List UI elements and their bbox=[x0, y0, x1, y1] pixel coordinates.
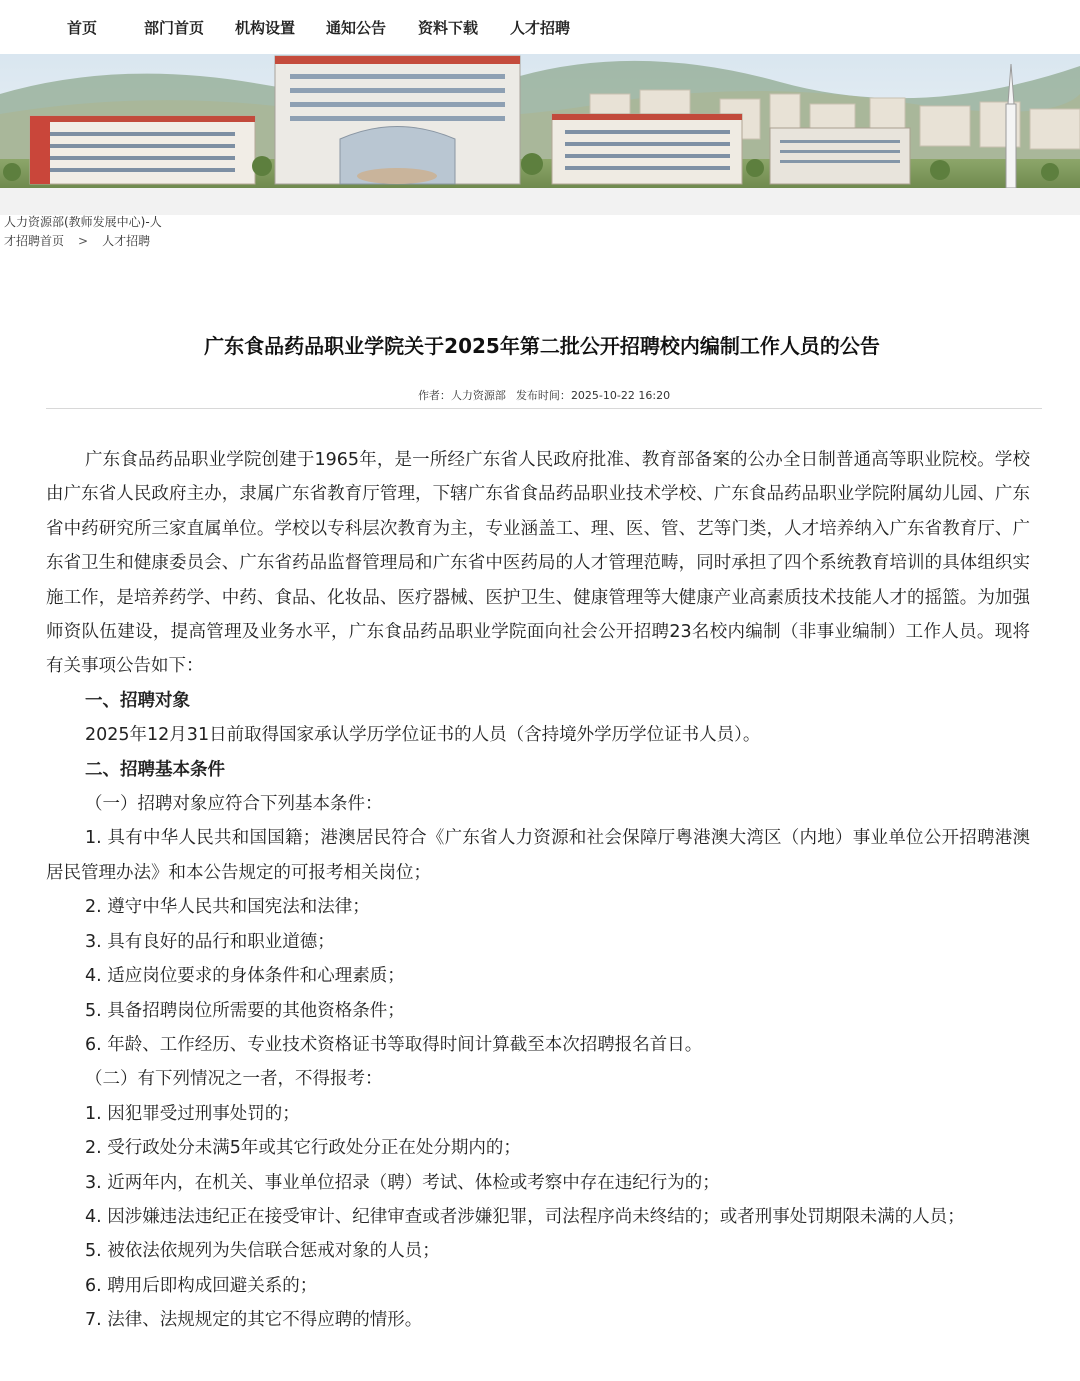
nav-item-organization[interactable]: 机构设置 bbox=[235, 19, 296, 37]
intro-paragraph: 广东食品药品职业学院创建于1965年，是一所经广东省人民政府批准、教育部备案的公办全日制普通高等职业院校。学校由广东省人民政府主办，隶属广东省教育厅管理，下辖广东省食品药品职业技术学校、广东食品药品职业学院附属幼儿园、广东省中药研究所三家直属单位。学校以专科层次教育为主，专业涵盖工、理、医、管、艺等门类，人才培养纳入广东省教育厅、广东省卫生和健康委员会、广东省药品监督管理局和广东省中医药局的人才管理范畴，同时承担了四个系统教育培训的具体组织实施工作，是培养药学、中药、食品、化妆品、医疗器械、医护卫生、健康管理等大健康产业高素质技术技能人才的摇篮。为加强师资队伍建设，提高管理及业务水平，广东食品药品职业学院面向社会公开招聘23名校内编制（非事业编制）工作人员。现将有关事项公告如下： bbox=[46, 450, 1030, 677]
section-heading-basic-conditions: 二、招聘基本条件 bbox=[85, 759, 225, 780]
section-text-recruitment-target: 2025年12月31日前取得国家承认学历学位证书的人员（含持境外学历学位证书人员）。 bbox=[85, 725, 761, 746]
date-value: 2025-10-22 16:20 bbox=[570, 389, 671, 402]
breadcrumb-separator: > bbox=[78, 234, 89, 248]
nav-item-home[interactable]: 首页 bbox=[67, 19, 98, 37]
breadcrumb-home-link[interactable]: 才招聘首页 bbox=[4, 234, 65, 248]
header-divider bbox=[46, 408, 1042, 409]
author-label: 作者： bbox=[417, 389, 451, 402]
nav-item-department-home[interactable]: 部门首页 bbox=[144, 19, 205, 37]
subsection-heading-disqualifications: （二）有下列情况之一者，不得报考： bbox=[85, 1069, 383, 1090]
nav-item-notices[interactable]: 通知公告 bbox=[326, 19, 387, 37]
breadcrumb bbox=[4, 232, 150, 249]
nav-item-downloads[interactable]: 资料下载 bbox=[418, 19, 479, 37]
banner-bottom-strip bbox=[0, 188, 1080, 215]
section-heading-recruitment-target: 一、招聘对象 bbox=[85, 690, 190, 711]
disqualification-item: 5. 被依法依规列为失信联合惩戒对象的人员； bbox=[85, 1241, 440, 1262]
top-navigation bbox=[0, 0, 1080, 54]
condition-item: 6. 年龄、工作经历、专业技术资格证书等取得时间计算截至本次招聘报名首日。 bbox=[85, 1034, 703, 1055]
disqualification-item: 2. 受行政处分未满5年或其它行政处分正在处分期内的； bbox=[85, 1138, 521, 1159]
disqualification-item: 1. 因犯罪受过刑事处罚的； bbox=[85, 1103, 300, 1124]
condition-item: 4. 适应岗位要求的身体条件和心理素质； bbox=[85, 966, 405, 987]
condition-item: 3. 具有良好的品行和职业道德； bbox=[85, 931, 335, 952]
article-body bbox=[46, 443, 1030, 1338]
condition-item: 5. 具备招聘岗位所需要的其他资格条件； bbox=[85, 1000, 405, 1021]
condition-item: 2. 遵守中华人民共和国宪法和法律； bbox=[85, 897, 370, 918]
article-meta bbox=[0, 387, 1080, 403]
disqualification-item: 6. 聘用后即构成回避关系的； bbox=[85, 1275, 318, 1296]
campus-banner-image bbox=[0, 54, 1080, 188]
nav-item-recruitment[interactable]: 人才招聘 bbox=[510, 19, 571, 37]
subsection-heading-basic-conditions: （一）招聘对象应符合下列基本条件： bbox=[85, 794, 383, 815]
disqualification-item: 4. 因涉嫌违法违纪正在接受审计、纪律审查或者涉嫌犯罪，司法程序尚未终结的；或者刑事处罚期限未满的人员； bbox=[85, 1206, 965, 1227]
author-value: 人力资源部 bbox=[450, 389, 506, 402]
disqualification-item: 3. 近两年内，在机关、事业单位招录（聘）考试、体检或考察中存在违纪行为的； bbox=[85, 1172, 720, 1193]
article-title: 广东食品药品职业学院关于2025年第二批公开招聘校内编制工作人员的公告 bbox=[204, 334, 880, 358]
condition-item: 1. 具有中华人民共和国国籍；港澳居民符合《广东省人力资源和社会保障厅粤港澳大湾区（内地）事业单位公开招聘港澳居民管理办法》和本公告规定的可报考相关岗位； bbox=[46, 828, 1030, 883]
disqualification-item: 7. 法律、法规规定的其它不得应聘的情形。 bbox=[85, 1310, 423, 1331]
breadcrumb-department[interactable]: 人力资源部(教师发展中心)-人 bbox=[4, 215, 162, 229]
breadcrumb-current[interactable]: 人才招聘 bbox=[102, 234, 151, 248]
date-label: 发布时间： bbox=[515, 389, 571, 402]
